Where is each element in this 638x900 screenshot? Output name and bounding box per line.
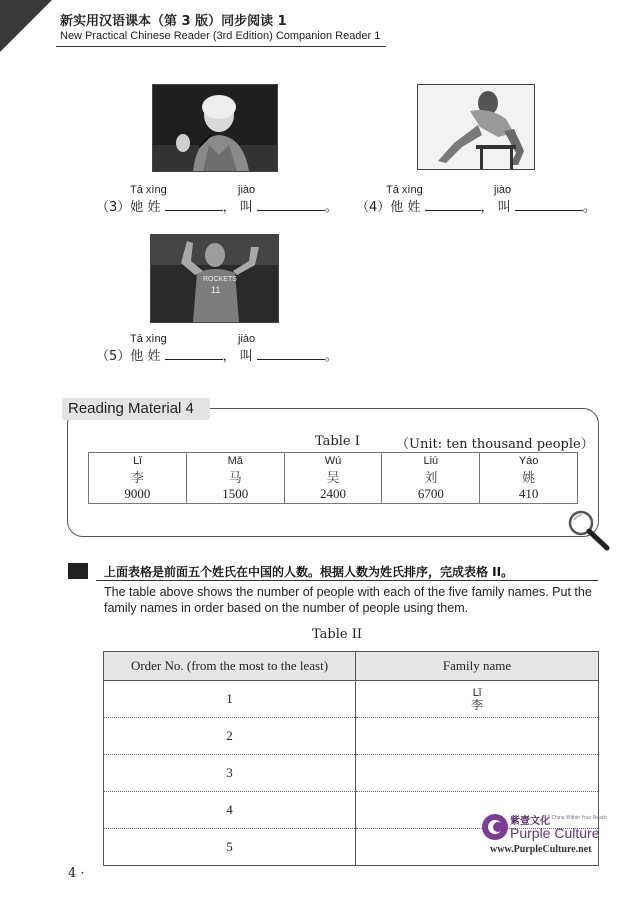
photo-woman-speaker [152,84,278,172]
ex4-fullname-blank[interactable] [515,198,583,211]
jersey-number-text: 11 [211,285,221,295]
ex5-surname-blank[interactable] [165,347,223,360]
table-row [104,718,599,755]
answer-pinyin: Lǐ [472,686,482,699]
ex5-subject: 他 [130,349,144,364]
ex3-xing: 姓 [147,200,161,215]
surname-cell-li [89,453,187,504]
ex3-number: （3） [96,200,131,215]
table-row [104,681,599,718]
photo-basketball-player [150,234,279,323]
surname-population: 6700 [417,486,444,501]
magnifier-icon [565,508,613,552]
answer-hanzi: 李 [470,697,483,712]
ex4-surname-blank[interactable] [425,198,481,211]
ex4-end: 。 [582,200,596,215]
ex4-pinyin-xing: Tā xìng [386,184,423,196]
section-square-icon [68,563,88,579]
surname-cell-liu [382,453,480,504]
instruction-english: The table above shows the number of people with each of the five family names. Put the family names in order based on the number of people using them. [104,585,592,615]
watermark-tagline: A China Within Your Reach [547,815,608,821]
surname-hanzi: 马 [228,471,242,486]
family-name-cell[interactable] [356,718,599,755]
col-family-name-header: Family name [356,652,599,681]
surname-population: 1500 [222,486,249,501]
exercise-5 [96,345,338,364]
order-cell: 2 [104,718,356,755]
order-cell: 5 [104,829,356,866]
photo-hurdler [417,84,535,170]
family-name-cell[interactable] [356,681,599,718]
ex5-pinyin-xing: Tā xìng [130,333,167,345]
surname-pinyin: Liú [423,455,439,467]
book-title-chinese: 新实用汉语课本（第 3 版）同步阅读 1 [60,14,287,29]
surname-pinyin: Mǎ [227,455,243,467]
surname-pinyin: Yáo [518,455,539,467]
page-number: 4 · [68,866,85,881]
watermark-url: www.PurpleCulture.net [490,844,592,855]
jersey-team-text: ROCKETS [203,276,237,283]
ex3-pinyin-xing: Tā xìng [130,184,167,196]
family-name-cell[interactable] [356,792,599,829]
family-name-cell[interactable] [356,755,599,792]
surname-hanzi: 刘 [424,471,438,486]
ex5-number: （5） [96,349,131,364]
exercise-4 [356,196,596,215]
ex4-pinyin-jiao: jiào [494,184,512,196]
instruction-rule [96,580,598,581]
ex3-pinyin-jiao: jiào [238,184,256,196]
surname-hanzi: 吴 [326,471,340,486]
ex4-number: （4） [356,200,391,215]
ex3-comma: ， [222,200,236,215]
table2-caption: Table II [312,627,362,642]
table1-unit: （Unit: ten thousand people） [396,437,594,452]
instruction-chinese: 上面表格是前面五个姓氏在中国的人数。根据人数为姓氏排序，完成表格 II。 [104,565,514,579]
order-cell: 1 [104,681,356,718]
surname-population: 2400 [320,486,347,501]
ex5-pinyin-jiao: jiào [238,333,256,345]
ex3-end: 。 [324,200,338,215]
surname-pinyin: Wú [324,455,342,467]
ex5-end: 。 [324,349,338,364]
col-order-header: Order No. (from the most to the least) [104,652,356,681]
ex4-jiao: 叫 [497,200,511,215]
ex3-subject: 她 [130,200,144,215]
reading-material-label: Reading Material 4 [62,398,210,420]
surname-hanzi: 李 [130,471,144,486]
surname-pinyin: Lǐ [133,455,142,467]
watermark-name: Purple Culture [510,825,600,841]
table-row [104,755,599,792]
ex4-xing: 姓 [407,200,421,215]
ex5-fullname-blank[interactable] [257,347,325,360]
ex5-jiao: 叫 [239,349,253,364]
surname-population: 9000 [124,486,151,501]
ex5-xing: 姓 [147,349,161,364]
header-rule [56,46,386,47]
surname-population-table [88,452,578,504]
surname-population: 410 [518,486,539,501]
ex3-surname-blank[interactable] [165,198,223,211]
order-cell: 3 [104,755,356,792]
watermark-chinese: 紫壹文化 [510,816,550,827]
surname-cell-ma [186,453,284,504]
ex3-fullname-blank[interactable] [257,198,325,211]
table1-caption: Table I [315,434,360,449]
purple-culture-logo-icon [480,812,510,842]
book-title-english: New Practical Chinese Reader (3rd Edition) Companion Reader 1 [60,30,381,42]
ex3-jiao: 叫 [239,200,253,215]
surname-cell-yao [480,453,578,504]
header-corner-mark [0,0,52,52]
surname-hanzi: 姚 [522,471,536,486]
order-cell: 4 [104,792,356,829]
ex4-subject: 他 [390,200,404,215]
ex5-comma: ， [222,349,236,364]
ex4-comma: ， [480,200,494,215]
surname-cell-wu [284,453,382,504]
exercise-3 [96,196,338,215]
